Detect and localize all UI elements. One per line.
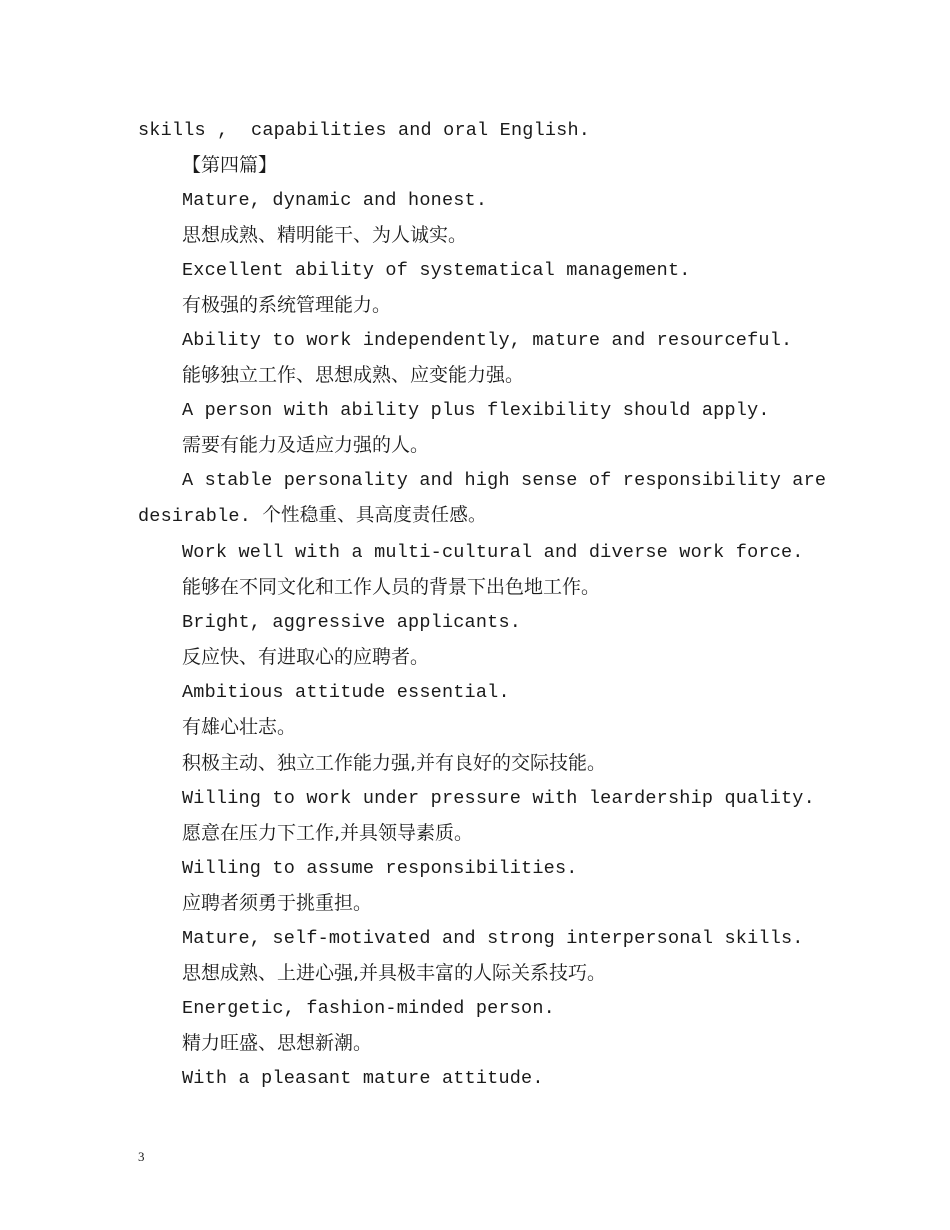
text-line: Excellent ability of systematical management. [182, 260, 691, 281]
text-line: 能够在不同文化和工作人员的背景下出色地工作。 [182, 576, 601, 598]
text-line: skills , capabilities and oral English. [138, 120, 591, 141]
text-line: 积极主动、独立工作能力强,并有良好的交际技能。 [182, 752, 607, 774]
text-line: A stable personality and high sense of responsibility are [182, 470, 827, 491]
text-line: desirable. 个性稳重、具高度责任感。 [138, 506, 487, 527]
text-line: 需要有能力及适应力强的人。 [182, 434, 430, 456]
text-line: 有极强的系统管理能力。 [182, 294, 392, 316]
text-line: 愿意在压力下工作,并具领导素质。 [182, 822, 474, 844]
text-line: Ambitious attitude essential. [182, 682, 510, 703]
text-line: Willing to assume responsibilities. [182, 858, 578, 879]
text-line: 思想成熟、精明能干、为人诚实。 [182, 224, 468, 246]
text-line: 思想成熟、上进心强,并具极丰富的人际关系技巧。 [182, 962, 607, 984]
text-line: With a pleasant mature attitude. [182, 1068, 544, 1089]
text-line: Willing to work under pressure with leardership quality. [182, 788, 815, 809]
text-line: 反应快、有进取心的应聘者。 [182, 646, 430, 668]
text-line: 有雄心壮志。 [182, 716, 297, 738]
text-line: Ability to work independently, mature and resourceful. [182, 330, 793, 351]
text-line: Energetic, fashion-minded person. [182, 998, 555, 1019]
text-line: Mature, dynamic and honest. [182, 190, 488, 211]
text-line: 应聘者须勇于挑重担。 [182, 892, 373, 914]
text-line: 能够独立工作、思想成熟、应变能力强。 [182, 364, 525, 386]
section-heading: 【第四篇】 [182, 154, 278, 176]
page-number: 3 [138, 1149, 145, 1164]
text-line: 精力旺盛、思想新潮。 [182, 1032, 373, 1054]
text-line: Work well with a multi-cultural and diverse work force. [182, 542, 804, 563]
text-line: Mature, self-motivated and strong interpersonal skills. [182, 928, 804, 949]
text-line: A person with ability plus flexibility should apply. [182, 400, 770, 421]
text-line: Bright, aggressive applicants. [182, 612, 522, 633]
